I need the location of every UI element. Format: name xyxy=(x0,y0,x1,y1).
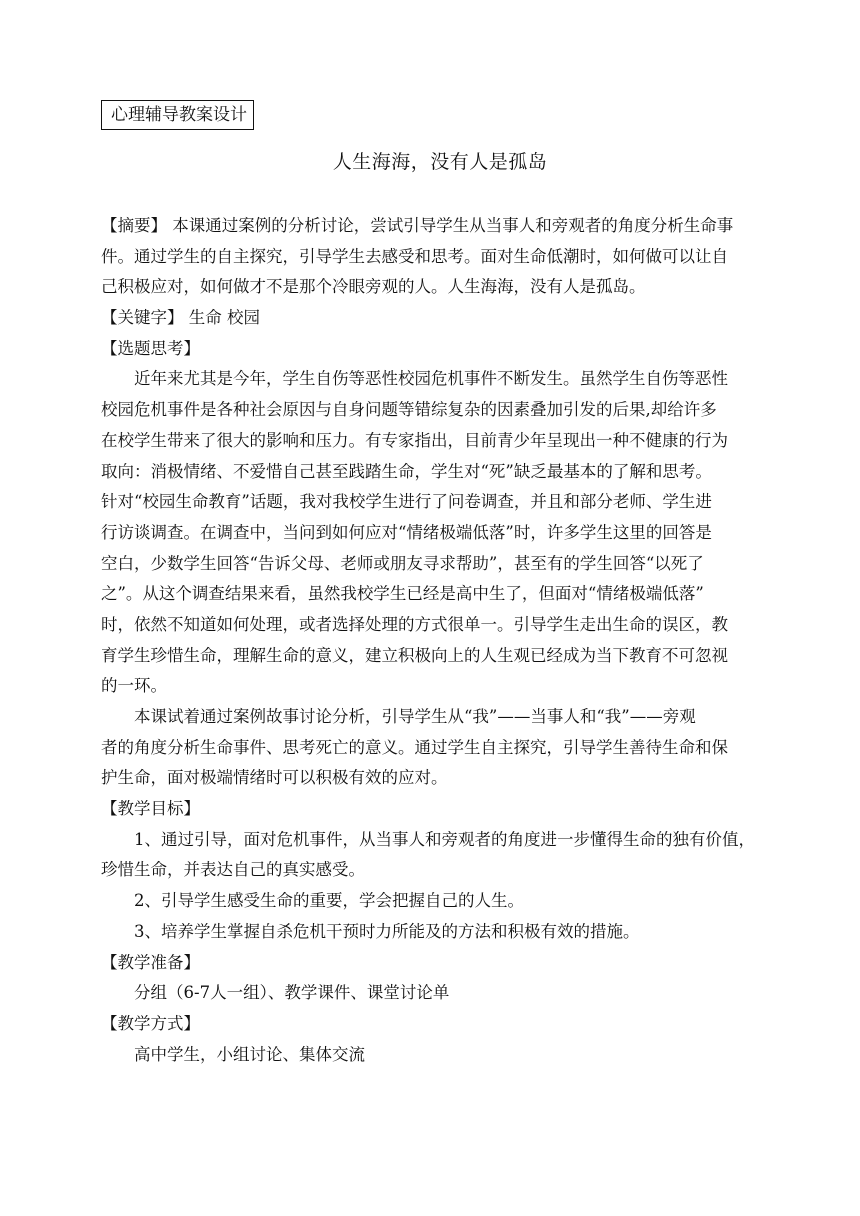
topic-paragraph-2-line: 本课试着通过案例故事讨论分析，引导学生从“我”——当事人和“我”——旁观 xyxy=(134,707,696,726)
topic-paragraph-1-line: 校园危机事件是各种社会原因与自身问题等错综复杂的因素叠加引发的后果,却给许多 xyxy=(101,400,717,420)
abstract-text: 本课通过案例的分析讨论，尝试引导学生从当事人和旁观者的角度分析生命事 xyxy=(167,216,734,235)
topic-paragraph-1-line: 针对“校园生命教育”话题，我对我校学生进行了问卷调查，并且和部分老师、学生进 xyxy=(101,492,712,512)
preparation-section xyxy=(101,948,771,1009)
goals-heading: 【教学目标】 xyxy=(101,799,200,819)
goal-item-2: 2、引导学生感受生命的重要，学会把握自己的人生。 xyxy=(134,891,524,911)
topic-paragraph-1-line: 空白，少数学生回答“告诉父母、老师或朋友寻求帮助”，甚至有的学生回答“以死了 xyxy=(101,553,704,573)
keywords-line xyxy=(101,303,771,334)
topic-paragraph-2-line: 护生命，面对极端情绪时可以积极有效的应对。 xyxy=(101,768,448,788)
abstract-line-2: 件。通过学生的自主探究，引导学生去感受和思考。面对生命低潮时，如何做可以让自 xyxy=(101,246,728,266)
topic-paragraph-1-line: 行访谈调查。在调查中，当问到如何应对“情绪极端低落”时，许多学生这里的回答是 xyxy=(101,522,712,542)
method-heading: 【教学方式】 xyxy=(101,1013,200,1033)
topic-paragraph-1-line: 时，依然不知道如何处理，或者选择处理的方式很单一。引导学生走出生命的误区，教 xyxy=(101,614,728,634)
topic-paragraph-1-line: 的一环。 xyxy=(101,676,167,696)
document-type-label: 心理辅导教案设计 xyxy=(101,100,254,130)
abstract-label: 【摘要】 xyxy=(101,216,167,235)
preparation-text: 分组（6-7人一组）、教学课件、课堂讨论单 xyxy=(134,983,450,1003)
preparation-heading: 【教学准备】 xyxy=(101,952,200,972)
goal-item-1-line: 1、通过引导，面对危机事件，从当事人和旁观者的角度进一步懂得生命的独有价值， xyxy=(134,829,755,849)
goal-item-3: 3、培养学生掌握自杀危机干预时力所能及的方法和积极有效的措施。 xyxy=(134,921,640,941)
lesson-title: 人生海海，没有人是孤岛 xyxy=(332,151,548,173)
method-text: 高中学生，小组讨论、集体交流 xyxy=(134,1044,365,1064)
topic-paragraph-1-line: 育学生珍惜生命，理解生命的意义，建立积极向上的人生观已经成为当下教育不可忽视 xyxy=(101,645,728,665)
keywords-text: 生命 校园 xyxy=(183,308,260,328)
goal-item-1-line: 珍惜生命，并表达自己的真实感受。 xyxy=(101,860,365,880)
document-body xyxy=(101,211,771,1070)
goals-section xyxy=(101,794,771,947)
method-section xyxy=(101,1009,771,1070)
keywords-section xyxy=(101,303,771,334)
abstract-section xyxy=(101,211,771,303)
topic-paragraph-1-line: 取向：消极情绪、不爱惜自己甚至践踏生命，学生对“死”缺乏最基本的了解和思考。 xyxy=(101,461,712,481)
abstract-line-3: 己积极应对，如何做才不是那个冷眼旁观的人。人生海海，没有人是孤岛。 xyxy=(101,277,646,297)
abstract-line-1 xyxy=(101,211,771,242)
topic-paragraph-1-line: 近年来尤其是今年，学生自伤等恶性校园危机事件不断发生。虽然学生自伤等恶性 xyxy=(134,369,728,389)
topic-heading: 【选题思考】 xyxy=(101,338,200,358)
topic-paragraph-1-line: 在校学生带来了很大的影响和压力。有专家指出，目前青少年呈现出一种不健康的行为 xyxy=(101,430,728,450)
topic-paragraph-1-line: 之”。从这个调查结果来看，虽然我校学生已经是高中生了，但面对“情绪极端低落” xyxy=(101,584,704,604)
topic-paragraph-2-line: 者的角度分析生命事件、思考死亡的意义。通过学生自主探究，引导学生善待生命和保 xyxy=(101,737,728,757)
keywords-label: 【关键字】 xyxy=(101,308,184,328)
topic-section xyxy=(101,334,771,794)
